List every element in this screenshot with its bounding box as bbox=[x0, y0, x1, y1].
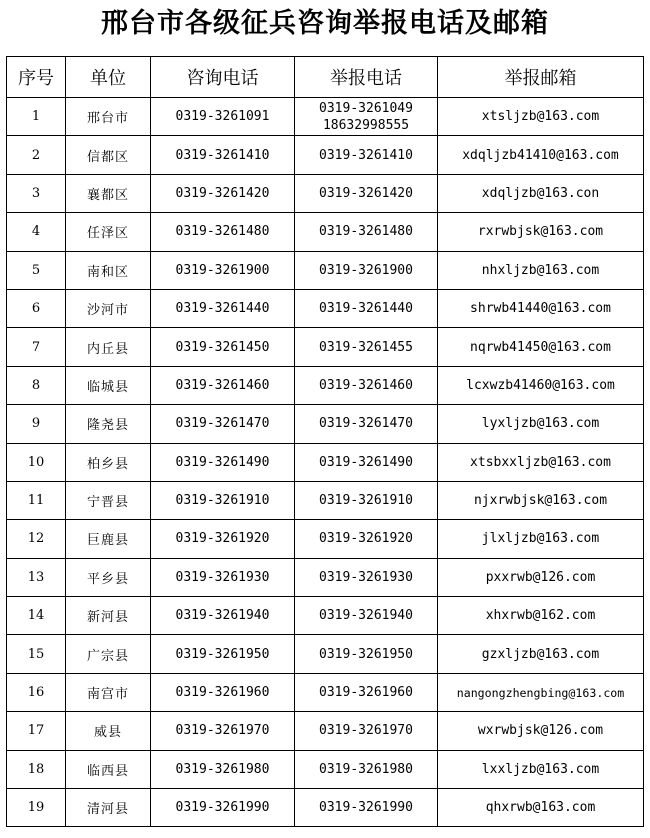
row-unit: 宁晋县 bbox=[66, 481, 151, 519]
row-index: 17 bbox=[7, 712, 66, 750]
row-report-phone bbox=[295, 597, 438, 635]
row-unit: 内丘县 bbox=[66, 328, 151, 366]
row-index: 10 bbox=[7, 443, 66, 481]
table-row bbox=[7, 443, 644, 481]
row-report-email: xdqljzb@163.con bbox=[438, 174, 644, 212]
row-unit: 沙河市 bbox=[66, 289, 151, 327]
row-report-email: xhxrwb@162.com bbox=[438, 597, 644, 635]
row-consult-phone: 0319-3261410 bbox=[151, 136, 295, 174]
report-phone-number: 0319-3261990 bbox=[319, 800, 413, 816]
row-report-phone bbox=[295, 712, 438, 750]
row-unit: 隆尧县 bbox=[66, 405, 151, 443]
report-phone-number: 0319-3261940 bbox=[319, 608, 413, 624]
report-phone-number: 0319-3261410 bbox=[319, 147, 413, 163]
row-index: 3 bbox=[7, 174, 66, 212]
row-consult-phone: 0319-3261930 bbox=[151, 558, 295, 596]
row-index: 4 bbox=[7, 213, 66, 251]
row-report-phone bbox=[295, 98, 438, 136]
row-report-phone bbox=[295, 251, 438, 289]
row-consult-phone: 0319-3261091 bbox=[151, 98, 295, 136]
row-index: 6 bbox=[7, 289, 66, 327]
row-index: 11 bbox=[7, 481, 66, 519]
row-consult-phone: 0319-3261980 bbox=[151, 750, 295, 788]
row-consult-phone: 0319-3261420 bbox=[151, 174, 295, 212]
row-index: 15 bbox=[7, 635, 66, 673]
row-report-email: gzxljzb@163.com bbox=[438, 635, 644, 673]
table-row bbox=[7, 673, 644, 711]
row-report-phone bbox=[295, 328, 438, 366]
row-consult-phone: 0319-3261910 bbox=[151, 481, 295, 519]
table-row bbox=[7, 558, 644, 596]
row-report-phone bbox=[295, 750, 438, 788]
table-row bbox=[7, 750, 644, 788]
row-unit: 临城县 bbox=[66, 366, 151, 404]
report-phone-number: 18632998555 bbox=[322, 117, 410, 133]
table-row bbox=[7, 328, 644, 366]
table-row bbox=[7, 481, 644, 519]
row-report-email: lcxwzb41460@163.com bbox=[438, 366, 644, 404]
contact-table bbox=[6, 56, 644, 827]
row-report-email: xdqljzb41410@163.com bbox=[438, 136, 644, 174]
row-consult-phone: 0319-3261960 bbox=[151, 673, 295, 711]
row-report-email: lxxljzb@163.com bbox=[438, 750, 644, 788]
table-row bbox=[7, 789, 644, 827]
row-report-phone bbox=[295, 405, 438, 443]
row-report-phone bbox=[295, 789, 438, 827]
row-unit: 新河县 bbox=[66, 597, 151, 635]
report-phone-number: 0319-3261950 bbox=[319, 646, 413, 662]
row-report-phone bbox=[295, 174, 438, 212]
table-row bbox=[7, 289, 644, 327]
row-report-email: nangongzhengbing@163.com bbox=[438, 673, 644, 711]
table-row bbox=[7, 366, 644, 404]
row-index: 13 bbox=[7, 558, 66, 596]
row-unit: 威县 bbox=[66, 712, 151, 750]
row-unit: 广宗县 bbox=[66, 635, 151, 673]
report-phone-number: 0319-3261930 bbox=[319, 569, 413, 585]
row-report-phone bbox=[295, 443, 438, 481]
row-index: 5 bbox=[7, 251, 66, 289]
report-phone-number: 0319-3261480 bbox=[319, 224, 413, 240]
row-consult-phone: 0319-3261950 bbox=[151, 635, 295, 673]
row-unit: 平乡县 bbox=[66, 558, 151, 596]
report-phone-number: 0319-3261490 bbox=[319, 454, 413, 470]
row-report-phone bbox=[295, 558, 438, 596]
row-report-email: wxrwbjsk@126.com bbox=[438, 712, 644, 750]
row-consult-phone: 0319-3261470 bbox=[151, 405, 295, 443]
row-index: 1 bbox=[7, 98, 66, 136]
header-index: 序号 bbox=[7, 57, 66, 98]
row-consult-phone: 0319-3261450 bbox=[151, 328, 295, 366]
row-report-email: xtsljzb@163.com bbox=[438, 98, 644, 136]
report-phone-number: 0319-3261440 bbox=[319, 301, 413, 317]
table-header-row bbox=[7, 57, 644, 98]
row-consult-phone: 0319-3261480 bbox=[151, 213, 295, 251]
row-index: 7 bbox=[7, 328, 66, 366]
row-unit: 任泽区 bbox=[66, 213, 151, 251]
row-report-phone bbox=[295, 635, 438, 673]
table-row bbox=[7, 712, 644, 750]
table-row bbox=[7, 98, 644, 136]
header-report-phone: 举报电话 bbox=[295, 57, 438, 98]
report-phone-number: 0319-3261460 bbox=[319, 377, 413, 393]
row-report-email: xtsbxxljzb@163.com bbox=[438, 443, 644, 481]
row-consult-phone: 0319-3261900 bbox=[151, 251, 295, 289]
report-phone-number: 0319-3261910 bbox=[319, 493, 413, 509]
row-index: 18 bbox=[7, 750, 66, 788]
row-report-phone bbox=[295, 136, 438, 174]
report-phone-number: 0319-3261455 bbox=[319, 339, 413, 355]
row-report-email: njxrwbjsk@163.com bbox=[438, 481, 644, 519]
row-report-email: jlxljzb@163.com bbox=[438, 520, 644, 558]
row-report-email: lyxljzb@163.com bbox=[438, 405, 644, 443]
table-row bbox=[7, 597, 644, 635]
row-report-phone bbox=[295, 366, 438, 404]
row-report-email: rxrwbjsk@163.com bbox=[438, 213, 644, 251]
row-unit: 清河县 bbox=[66, 789, 151, 827]
row-index: 19 bbox=[7, 789, 66, 827]
table-row bbox=[7, 520, 644, 558]
row-unit: 南和区 bbox=[66, 251, 151, 289]
row-index: 12 bbox=[7, 520, 66, 558]
header-consult-phone: 咨询电话 bbox=[151, 57, 295, 98]
row-report-phone bbox=[295, 213, 438, 251]
header-report-email: 举报邮箱 bbox=[438, 57, 644, 98]
row-consult-phone: 0319-3261990 bbox=[151, 789, 295, 827]
row-report-email: nhxljzb@163.com bbox=[438, 251, 644, 289]
report-phone-number: 0319-3261900 bbox=[319, 262, 413, 278]
table-row bbox=[7, 251, 644, 289]
row-unit: 巨鹿县 bbox=[66, 520, 151, 558]
report-phone-number: 0319-3261970 bbox=[319, 723, 413, 739]
row-consult-phone: 0319-3261940 bbox=[151, 597, 295, 635]
row-report-email: shrwb41440@163.com bbox=[438, 289, 644, 327]
page-title: 邢台市各级征兵咨询举报电话及邮箱 bbox=[101, 8, 549, 39]
row-consult-phone: 0319-3261440 bbox=[151, 289, 295, 327]
row-unit: 信都区 bbox=[66, 136, 151, 174]
report-phone-number: 0319-3261980 bbox=[319, 761, 413, 777]
row-report-phone bbox=[295, 289, 438, 327]
row-unit: 柏乡县 bbox=[66, 443, 151, 481]
row-index: 9 bbox=[7, 405, 66, 443]
row-consult-phone: 0319-3261490 bbox=[151, 443, 295, 481]
report-phone-number: 0319-3261960 bbox=[319, 685, 413, 701]
row-report-phone bbox=[295, 481, 438, 519]
row-report-email: qhxrwb@163.com bbox=[438, 789, 644, 827]
row-report-email: nqrwb41450@163.com bbox=[438, 328, 644, 366]
row-consult-phone: 0319-3261970 bbox=[151, 712, 295, 750]
row-consult-phone: 0319-3261920 bbox=[151, 520, 295, 558]
row-unit: 襄都区 bbox=[66, 174, 151, 212]
row-report-email: pxxrwb@126.com bbox=[438, 558, 644, 596]
report-phone-number: 0319-3261049 bbox=[319, 100, 413, 116]
row-report-phone bbox=[295, 520, 438, 558]
table-row bbox=[7, 635, 644, 673]
table-row bbox=[7, 174, 644, 212]
table-body bbox=[7, 98, 644, 827]
table-row bbox=[7, 405, 644, 443]
row-consult-phone: 0319-3261460 bbox=[151, 366, 295, 404]
report-phone-number: 0319-3261920 bbox=[319, 531, 413, 547]
row-unit: 临西县 bbox=[66, 750, 151, 788]
row-index: 8 bbox=[7, 366, 66, 404]
row-report-phone bbox=[295, 673, 438, 711]
report-phone-number: 0319-3261470 bbox=[319, 416, 413, 432]
row-index: 2 bbox=[7, 136, 66, 174]
table-row bbox=[7, 136, 644, 174]
header-unit: 单位 bbox=[66, 57, 151, 98]
report-phone-number: 0319-3261420 bbox=[319, 185, 413, 201]
row-index: 14 bbox=[7, 597, 66, 635]
table-row bbox=[7, 213, 644, 251]
row-unit: 邢台市 bbox=[66, 98, 151, 136]
row-unit: 南宫市 bbox=[66, 673, 151, 711]
row-index: 16 bbox=[7, 673, 66, 711]
